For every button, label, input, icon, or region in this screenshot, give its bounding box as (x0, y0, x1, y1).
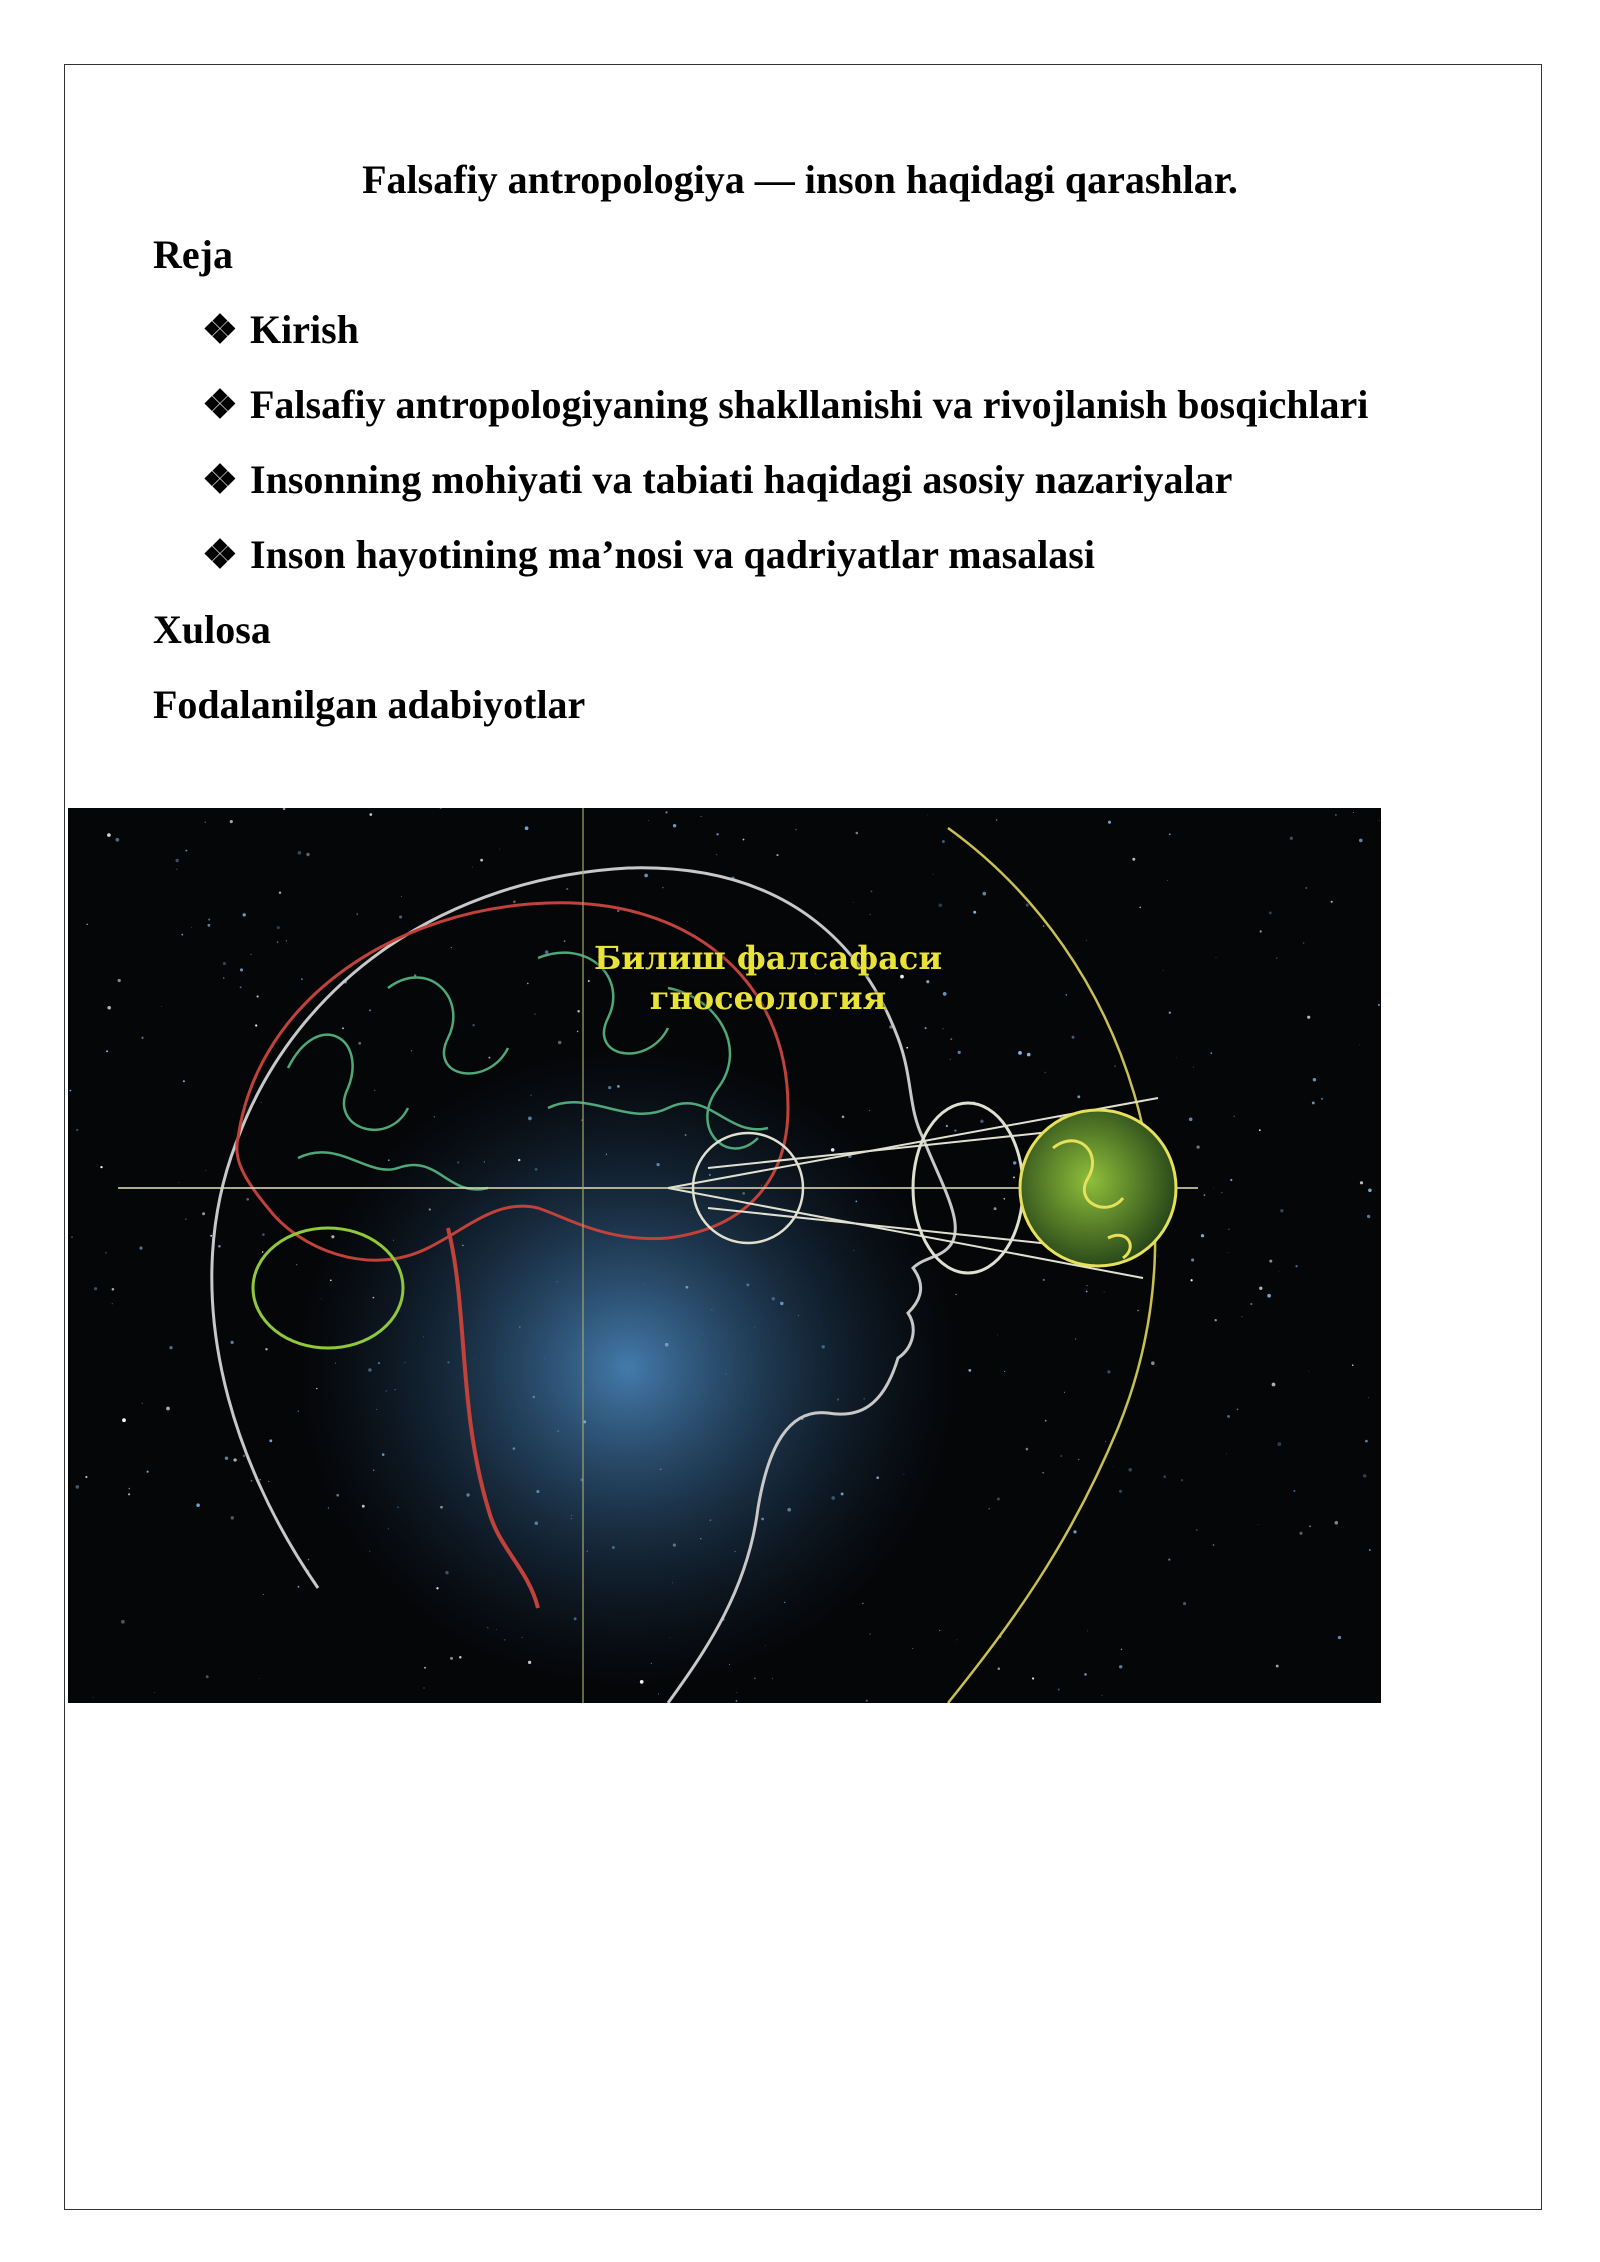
star (154, 1692, 155, 1693)
star (269, 1439, 272, 1442)
star (1189, 1117, 1193, 1121)
star (1210, 1052, 1212, 1054)
star (116, 838, 120, 842)
star (772, 1678, 773, 1679)
star (93, 1697, 94, 1698)
star (423, 1687, 424, 1688)
star (1259, 1129, 1261, 1131)
star (1335, 814, 1337, 816)
star (263, 1594, 264, 1595)
star (277, 926, 280, 929)
star (268, 1481, 269, 1482)
star (1227, 1415, 1230, 1418)
star (1258, 1524, 1259, 1525)
plan-item-4 (202, 525, 1095, 585)
star (856, 832, 859, 835)
star (301, 978, 302, 979)
star (1168, 1559, 1170, 1561)
star (1279, 1271, 1280, 1272)
star (1365, 1440, 1368, 1443)
figure-caption-line-1: Билиш фалсафаси (593, 939, 943, 977)
star (223, 962, 226, 965)
star (1183, 1602, 1186, 1605)
star (257, 995, 259, 997)
bullet-diamond-icon: ❖ (202, 532, 238, 577)
star (129, 1488, 131, 1490)
star (942, 840, 945, 843)
star (175, 859, 178, 862)
star (161, 1006, 162, 1007)
star (996, 819, 997, 820)
star (1128, 1468, 1132, 1472)
star (296, 1264, 297, 1265)
star (424, 1667, 426, 1669)
star (246, 1198, 249, 1201)
star (973, 911, 976, 914)
star (1077, 1095, 1080, 1098)
star (206, 1675, 209, 1678)
star (1359, 839, 1363, 843)
star (1214, 1319, 1216, 1321)
star (998, 1667, 1001, 1670)
star (1193, 1067, 1194, 1068)
star (86, 923, 88, 925)
star (1105, 1441, 1106, 1442)
star (1242, 1316, 1243, 1317)
plan-item-1 (202, 300, 359, 360)
star (1368, 1188, 1372, 1192)
star (147, 1471, 149, 1473)
star (982, 892, 986, 896)
star (1299, 1532, 1302, 1535)
star (260, 1479, 261, 1480)
star (259, 1678, 260, 1679)
star (1280, 1209, 1283, 1212)
star (870, 1634, 871, 1635)
star (1176, 1058, 1177, 1059)
star (925, 1027, 927, 1029)
star (1360, 1181, 1363, 1184)
star (277, 941, 279, 943)
star (1378, 1004, 1380, 1006)
star (558, 1041, 562, 1045)
star (1335, 1521, 1339, 1525)
references-heading: Fodalanilgan adabiyotlar (153, 682, 586, 727)
star (181, 934, 183, 936)
star (1032, 1677, 1034, 1679)
star (1004, 1371, 1005, 1372)
star (617, 910, 619, 912)
star (342, 1027, 344, 1029)
figure-caption-line-2: гносеология (649, 979, 887, 1017)
star (1163, 970, 1164, 971)
star (1293, 1490, 1295, 1492)
star (1313, 1078, 1316, 1081)
star (328, 1507, 329, 1508)
star (243, 913, 246, 916)
star (1058, 1688, 1060, 1690)
star (1027, 1053, 1031, 1057)
star (243, 1455, 245, 1457)
star (1309, 1525, 1311, 1527)
star (994, 1207, 997, 1210)
star (842, 1115, 845, 1118)
star (1004, 1198, 1005, 1199)
star (251, 1480, 253, 1482)
star (356, 913, 357, 914)
star (71, 1236, 73, 1238)
star (1139, 907, 1141, 909)
star (107, 1006, 111, 1010)
star (1331, 901, 1333, 903)
star (262, 1233, 265, 1236)
star (870, 890, 872, 892)
star (223, 977, 225, 979)
star (118, 979, 121, 982)
star (459, 1656, 462, 1659)
star (265, 1348, 267, 1350)
star (306, 853, 309, 856)
star (1307, 1016, 1310, 1019)
star (401, 896, 402, 897)
star (121, 1620, 125, 1624)
star (169, 1346, 172, 1349)
star (566, 888, 568, 890)
star (906, 1047, 908, 1049)
star (250, 954, 251, 955)
star (185, 1219, 186, 1220)
star (716, 854, 718, 856)
star (665, 811, 667, 813)
star (231, 1516, 234, 1519)
star (1075, 1338, 1076, 1339)
star (76, 1129, 78, 1131)
star (1073, 1530, 1076, 1533)
star (1197, 1146, 1200, 1149)
star (1309, 1371, 1310, 1372)
star (1167, 880, 1168, 881)
star (233, 1458, 236, 1461)
star (1379, 820, 1380, 821)
star (286, 940, 287, 941)
head-illustration (68, 808, 1381, 1703)
star (450, 1657, 453, 1660)
star (185, 850, 187, 852)
star (968, 1369, 971, 1372)
star (1250, 1303, 1252, 1305)
star (205, 822, 206, 823)
document-title: Falsafiy antropologiya — inson haqidagi qarashlar. (362, 157, 1238, 202)
star (196, 1503, 200, 1507)
star (687, 921, 688, 922)
star (927, 815, 928, 816)
star (308, 1559, 310, 1561)
star (240, 968, 243, 971)
star (205, 1170, 206, 1171)
star (1368, 1397, 1369, 1398)
star (644, 874, 648, 878)
star (472, 1024, 474, 1026)
star (207, 924, 210, 927)
star (1216, 957, 1217, 958)
star (1359, 1045, 1360, 1046)
star (499, 849, 500, 850)
star (1237, 1409, 1239, 1411)
star (1191, 1258, 1194, 1261)
star (1290, 837, 1293, 840)
star (912, 1648, 913, 1649)
star (1151, 1361, 1155, 1365)
star (525, 826, 529, 830)
star (1169, 1012, 1171, 1014)
star (369, 1009, 371, 1011)
star (1203, 1194, 1205, 1196)
star (1305, 887, 1307, 889)
plan-item-3 (202, 450, 1232, 510)
star (938, 903, 942, 907)
star (946, 1125, 948, 1127)
star (1276, 958, 1277, 959)
star (1277, 1442, 1281, 1446)
star (754, 1678, 756, 1680)
star (1026, 904, 1029, 907)
star (950, 1059, 951, 1060)
star (1132, 858, 1135, 861)
star (1045, 1420, 1047, 1422)
star (1060, 1455, 1062, 1457)
star (1043, 1279, 1045, 1281)
bullet-diamond-icon: ❖ (202, 382, 238, 427)
star (191, 927, 192, 928)
star (869, 1110, 870, 1111)
star (374, 1090, 375, 1091)
star (100, 1166, 102, 1168)
star (736, 1692, 737, 1693)
star (399, 915, 402, 918)
star (298, 851, 302, 855)
star (1104, 1292, 1105, 1293)
star (997, 1335, 998, 1336)
star (1108, 821, 1111, 824)
star (1042, 1472, 1043, 1473)
star (1338, 1636, 1341, 1639)
star (1295, 1265, 1297, 1267)
star (240, 986, 242, 988)
star (1113, 1466, 1114, 1467)
star (743, 839, 745, 841)
star (736, 1700, 738, 1702)
star (989, 1508, 990, 1509)
star (1267, 1294, 1271, 1298)
star (980, 1120, 983, 1123)
star (488, 1057, 490, 1059)
star (1226, 1454, 1227, 1455)
star (176, 869, 177, 870)
conclusion-heading: Xulosa (153, 607, 271, 652)
star (1269, 1260, 1272, 1263)
star (128, 1493, 130, 1495)
star (1119, 1665, 1122, 1668)
star (85, 1476, 87, 1478)
star (1078, 1459, 1079, 1460)
star (1321, 1098, 1323, 1100)
star (1230, 1179, 1232, 1181)
bullet-diamond-icon: ❖ (202, 307, 238, 352)
star (1013, 1161, 1016, 1164)
star (658, 1693, 659, 1694)
star (997, 1498, 1000, 1501)
star (1259, 1287, 1262, 1290)
star (1119, 1490, 1122, 1493)
star (107, 833, 111, 837)
star (1228, 1229, 1229, 1230)
star (1115, 1066, 1116, 1067)
star (1043, 925, 1044, 926)
star (1087, 1630, 1088, 1631)
star (1086, 1291, 1088, 1293)
star (1213, 1188, 1214, 1189)
star (279, 892, 281, 894)
star (950, 1038, 952, 1040)
star (866, 1700, 868, 1702)
star (1213, 1544, 1215, 1546)
plan-item-text: Kirish (250, 307, 359, 352)
star (230, 1341, 233, 1344)
star (1352, 1365, 1353, 1366)
star (1353, 812, 1354, 813)
star (956, 1639, 957, 1640)
star (1227, 1252, 1228, 1253)
star (1367, 1215, 1370, 1218)
star (369, 813, 372, 816)
star (1072, 1036, 1075, 1039)
star (1363, 1474, 1367, 1478)
star (701, 816, 702, 817)
star (183, 1080, 185, 1082)
star (1137, 1310, 1139, 1312)
star (1121, 1649, 1122, 1650)
star (141, 1037, 143, 1039)
star (106, 1050, 108, 1052)
star (1163, 1475, 1166, 1478)
star (716, 833, 718, 835)
star (262, 1251, 263, 1252)
star (673, 824, 676, 827)
star (208, 919, 210, 921)
star (255, 1024, 257, 1026)
star (853, 902, 854, 903)
star (1157, 1255, 1158, 1256)
star (283, 808, 286, 810)
star (1064, 1392, 1065, 1393)
star (1013, 1176, 1015, 1178)
star (1018, 1051, 1022, 1055)
star (776, 854, 778, 856)
star (75, 1485, 79, 1489)
star (218, 1245, 221, 1248)
star (358, 1042, 361, 1045)
star (1190, 1279, 1192, 1281)
star (1201, 1234, 1204, 1237)
star (1234, 1116, 1235, 1117)
head-glow (298, 1048, 958, 1688)
star (261, 1102, 262, 1103)
star (112, 1288, 115, 1291)
star (1044, 1072, 1046, 1074)
star (411, 1050, 412, 1051)
star (1269, 911, 1272, 914)
globe-icon (1020, 1110, 1176, 1266)
plan-item-text: Falsafiy antropologiyaning shakllanishi va rivojlanish bosqichlari (250, 382, 1369, 427)
star (225, 1457, 229, 1461)
star (112, 1303, 113, 1304)
star (472, 867, 473, 868)
star (955, 1294, 956, 1295)
star (958, 1051, 961, 1054)
star (122, 1418, 126, 1422)
star (70, 1090, 72, 1092)
star (1272, 1383, 1276, 1387)
star (94, 1287, 97, 1290)
plan-heading: Reja (153, 232, 233, 277)
star (1101, 1695, 1102, 1696)
star (166, 1407, 170, 1411)
star (210, 1235, 212, 1237)
star (1276, 1665, 1279, 1668)
star (933, 874, 934, 875)
star (1181, 1479, 1183, 1481)
star (105, 1252, 107, 1254)
star (440, 808, 442, 809)
star (1107, 1370, 1110, 1373)
star (1086, 1285, 1087, 1286)
star (1169, 833, 1171, 835)
star (862, 1603, 863, 1604)
star (954, 1129, 956, 1131)
star (939, 1630, 940, 1631)
star (142, 1403, 143, 1404)
star (1260, 930, 1262, 932)
star (1303, 942, 1305, 944)
star (230, 820, 233, 823)
star (648, 820, 649, 821)
star (577, 1031, 579, 1033)
star (1312, 1101, 1315, 1104)
star (1196, 1530, 1197, 1531)
star (869, 914, 870, 915)
star (139, 1247, 142, 1250)
star (202, 1212, 205, 1215)
plan-item-text: Insonning mohiyati va tabiati haqidagi asosiy nazariyalar (250, 457, 1233, 502)
star (179, 1182, 180, 1183)
star (1026, 1448, 1029, 1451)
star (298, 1411, 300, 1413)
bullet-diamond-icon: ❖ (202, 457, 238, 502)
star (513, 900, 516, 903)
plan-item-text: Inson hayotining ma’nosi va qadriyatlar masalasi (250, 532, 1095, 577)
star (1084, 1673, 1087, 1676)
star (662, 887, 663, 888)
plan-item-2 (202, 375, 1368, 435)
star (1221, 1192, 1222, 1193)
star (480, 859, 483, 862)
star (1369, 1549, 1371, 1551)
star (298, 1586, 300, 1588)
star (795, 829, 797, 831)
star (942, 1028, 943, 1029)
